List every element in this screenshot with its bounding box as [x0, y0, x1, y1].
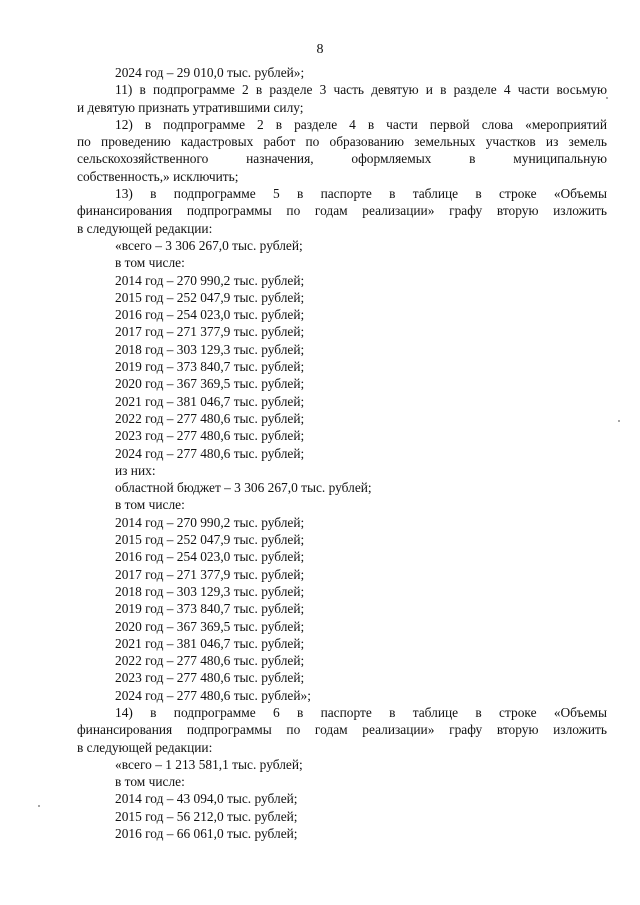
text-line: 2016 год – 254 023,0 тыс. рублей;: [115, 307, 305, 323]
text-line: из них:: [115, 462, 156, 478]
text-line: 2022 год – 277 480,6 тыс. рублей;: [115, 653, 305, 669]
text-line: финансирования подпрограммы по годам реализации» графу вторую изложить: [77, 203, 607, 219]
text-line: 2016 год – 66 061,0 тыс. рублей;: [115, 826, 298, 842]
text-line: в следующей редакции:: [77, 739, 213, 755]
document-body: [77, 64, 607, 842]
text-line: в том числе:: [115, 255, 185, 271]
scan-speck: [38, 805, 40, 807]
text-line: 2014 год – 270 990,2 тыс. рублей;: [115, 272, 305, 288]
text-line: 12) в подпрограмме 2 в разделе 4 в части первой слова «мероприятий: [115, 116, 607, 132]
text-line: 2016 год – 254 023,0 тыс. рублей;: [115, 549, 305, 565]
text-line: в том числе:: [115, 774, 185, 790]
text-line: 2021 год – 381 046,7 тыс. рублей;: [115, 393, 305, 409]
text-line: 2024 год – 29 010,0 тыс. рублей»;: [115, 65, 305, 80]
text-line: 2020 год – 367 369,5 тыс. рублей;: [115, 618, 305, 634]
text-line: 2021 год – 381 046,7 тыс. рублей;: [115, 635, 305, 651]
text-line: 2020 год – 367 369,5 тыс. рублей;: [115, 376, 305, 392]
text-line: «всего – 1 213 581,1 тыс. рублей;: [115, 756, 303, 772]
text-line: 14) в подпрограмме 6 в паспорте в таблице в строке «Объемы: [115, 704, 607, 720]
text-line: 2024 год – 277 480,6 тыс. рублей»;: [115, 687, 311, 703]
text-line: сельскохозяйственного назначения, оформляемых в муниципальную: [77, 151, 607, 167]
text-line: собственность,» исключить;: [77, 168, 239, 184]
text-line: 2017 год – 271 377,9 тыс. рублей;: [115, 324, 305, 340]
text-line: 2023 год – 277 480,6 тыс. рублей;: [115, 428, 305, 444]
page-number: 8: [316, 42, 324, 57]
text-line: финансирования подпрограммы по годам реализации» графу вторую изложить: [77, 722, 607, 738]
text-line: 2015 год – 252 047,9 тыс. рублей;: [115, 289, 305, 305]
text-line: 2022 год – 277 480,6 тыс. рублей;: [115, 410, 305, 426]
scan-speck: [618, 420, 620, 422]
text-line: областной бюджет – 3 306 267,0 тыс. рублей;: [115, 480, 372, 496]
text-line: в том числе:: [115, 497, 185, 513]
text-line: 2019 год – 373 840,7 тыс. рублей;: [115, 601, 305, 617]
text-line: в следующей редакции:: [77, 220, 213, 236]
text-line: «всего – 3 306 267,0 тыс. рублей;: [115, 237, 303, 253]
text-line: 2014 год – 270 990,2 тыс. рублей;: [115, 514, 305, 530]
text-line: 2017 год – 271 377,9 тыс. рублей;: [115, 566, 305, 582]
text-line: 2015 год – 252 047,9 тыс. рублей;: [115, 532, 305, 548]
text-line: 2023 год – 277 480,6 тыс. рублей;: [115, 670, 305, 686]
text-line: 2024 год – 277 480,6 тыс. рублей;: [115, 445, 305, 461]
text-line: 2015 год – 56 212,0 тыс. рублей;: [115, 808, 298, 824]
text-line: 11) в подпрограмме 2 в разделе 3 часть девятую и в разделе 4 части восьмую: [115, 82, 607, 98]
text-line: 2019 год – 373 840,7 тыс. рублей;: [115, 359, 305, 375]
text-line: и девятую признать утратившими силу;: [77, 99, 304, 115]
text-line: по проведению кадастровых работ по образованию земельных участков из земель: [77, 134, 607, 150]
text-line: 13) в подпрограмме 5 в паспорте в таблице в строке «Объемы: [115, 186, 607, 202]
scan-speck: [606, 97, 608, 99]
text-line: 2018 год – 303 129,3 тыс. рублей;: [115, 341, 305, 357]
text-line: 2014 год – 43 094,0 тыс. рублей;: [115, 791, 298, 807]
text-line: 2018 год – 303 129,3 тыс. рублей;: [115, 583, 305, 599]
